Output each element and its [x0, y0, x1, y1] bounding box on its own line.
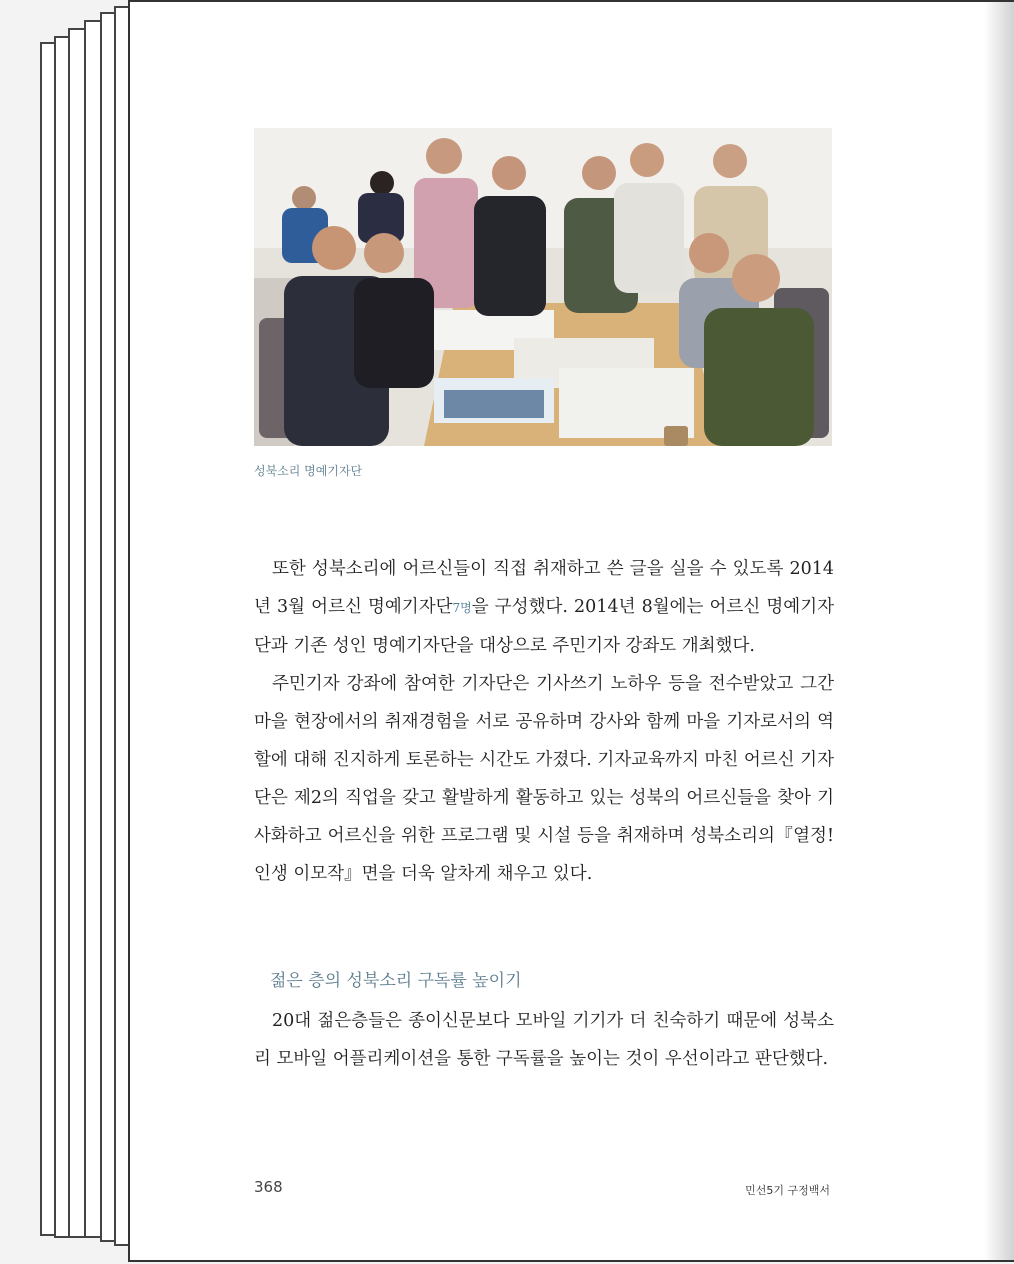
group-photo-illustration [254, 128, 832, 446]
paragraph-3: 20대 젊은층들은 종이신문보다 모바일 기기가 더 친숙하기 때문에 성북소리 모바일 어플리케이션을 통한 구독률을 높이는 것이 우선이라고 판단했다. [254, 1011, 834, 1069]
section-subheading: 젊은 층의 성북소리 구독률 높이기 [270, 971, 522, 991]
page-shadow [984, 2, 1014, 1260]
paragraph-1-text-cont: 을 구성했다. 2014년 8월에는 어르신 명예기자단과 기존 성인 명예기자단을 대상으로 주민기자 강좌도 개최했다. [254, 597, 834, 656]
paragraph-1-text: 또한 성북소리에 어르신들이 직접 취재하고 쓴 글을 실을 수 있도록 2014년 3월 어르신 명예기자단 [254, 559, 834, 617]
paragraph-1 [254, 550, 834, 665]
footnote-count: 7명 [452, 601, 472, 615]
body-text-2 [254, 1002, 834, 1078]
group-photo [254, 128, 832, 446]
page-number: 368 [254, 1178, 283, 1196]
photo-caption: 성북소리 명예기자단 [254, 464, 363, 478]
paragraph-2: 주민기자 강좌에 참여한 기자단은 기사쓰기 노하우 등을 전수받았고 그간 마을 현장에서의 취재경험을 서로 공유하며 강사와 함께 마을 기자로서의 역할에 대해 진지하게 토론하는 시간도 가졌다. 기자교육까지 마친 어르신 기자단은 제2의 직업을 갖고 활발하게 활동하고 있는 성북의 어르신들을 찾아 기사화하고 어르신을 위한 프로그램 및 시설 등을 취재하며 성북소리의『열정! 인생 이모작』면을 더욱 알차게 채우고 있다. [254, 674, 834, 884]
running-footer: 민선5기 구정백서 [745, 1184, 830, 1197]
book-page [128, 0, 1014, 1262]
body-text [254, 550, 834, 893]
